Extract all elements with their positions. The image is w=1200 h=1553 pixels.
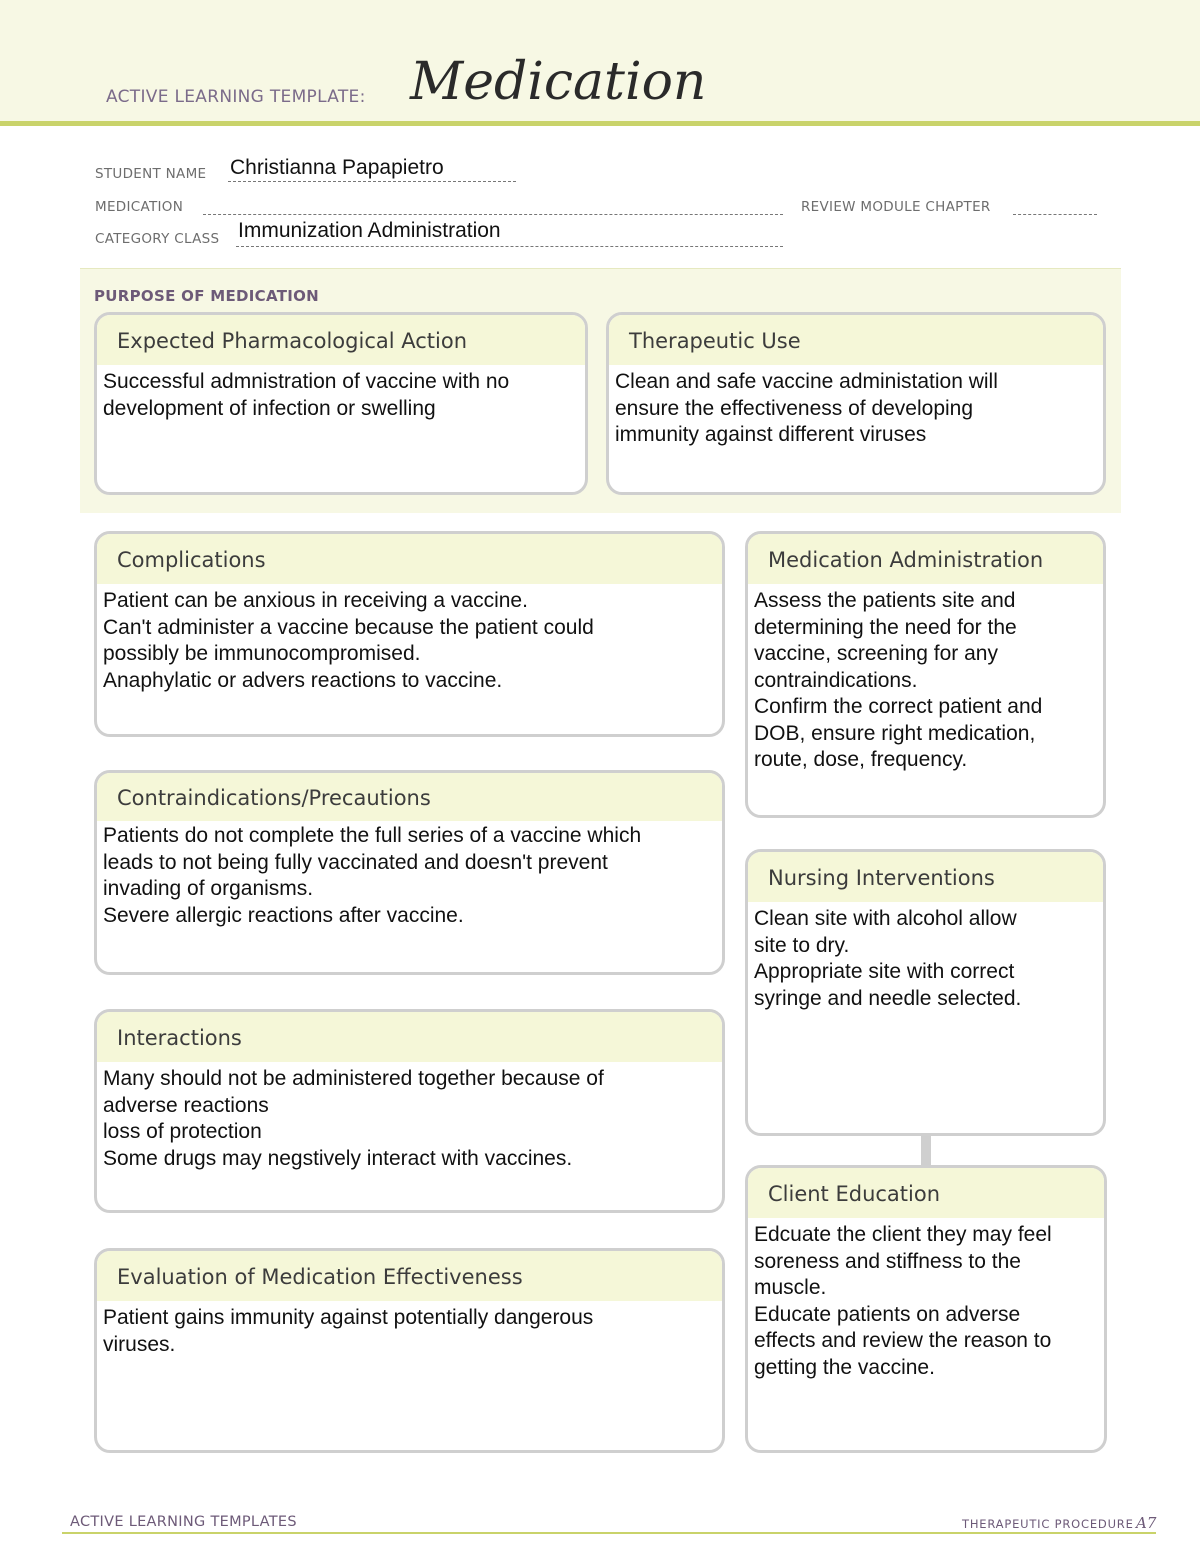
- nursing-interventions-text[interactable]: Clean site with alcohol allow site to dry. Appropriate site with correct syringe and needle selected.: [754, 907, 1022, 1010]
- therapeutic-use-text[interactable]: Clean and safe vaccine administation will ensure the effectiveness of developing immunity against different viruses: [615, 370, 998, 446]
- student-name-line: [228, 181, 516, 182]
- category-class-label: CATEGORY CLASS: [95, 231, 220, 247]
- category-class-line: [236, 246, 783, 247]
- page-title: Medication: [410, 52, 707, 112]
- student-name-label: STUDENT NAME: [95, 166, 207, 182]
- evaluation-title: Evaluation of Medication Effectiveness: [97, 1251, 722, 1301]
- template-label: ACTIVE LEARNING TEMPLATE:: [106, 87, 366, 107]
- complications-title: Complications: [97, 534, 722, 584]
- complications-box: [94, 531, 725, 737]
- therapeutic-use-title: Therapeutic Use: [609, 315, 1103, 365]
- expected-action-text[interactable]: Successful admnistration of vaccine with no development of infection or swelling: [103, 370, 510, 420]
- evaluation-text[interactable]: Patient gains immunity against potentially dangerous viruses.: [103, 1306, 594, 1356]
- student-name-field[interactable]: Christianna Papapietro: [230, 156, 444, 179]
- expected-action-title: Expected Pharmacological Action: [97, 315, 585, 365]
- client-education-title: Client Education: [748, 1168, 1104, 1218]
- evaluation-box: [94, 1248, 725, 1453]
- medication-administration-text[interactable]: Assess the patients site and determining the need for the vaccine, screening for any contraindications. Confirm the correct patient and DOB, ensure right medication, route, dose, frequency.: [754, 589, 1043, 771]
- purpose-label: PURPOSE OF MEDICATION: [94, 287, 320, 305]
- medication-administration-box: [745, 531, 1106, 818]
- contraindications-box: [94, 770, 725, 975]
- footer-right-label: THERAPEUTIC PROCEDURE: [962, 1517, 1134, 1531]
- category-class-field[interactable]: Immunization Administration: [238, 219, 501, 242]
- contraindications-title: Contraindications/Precautions: [97, 773, 722, 821]
- expected-action-box: [94, 312, 588, 495]
- medication-administration-title: Medication Administration: [748, 534, 1103, 584]
- client-education-box: [745, 1165, 1107, 1453]
- medication-label: MEDICATION: [95, 199, 184, 215]
- page-number: A7: [1136, 1514, 1157, 1532]
- therapeutic-use-box: [606, 312, 1106, 495]
- nursing-interventions-box: [745, 849, 1106, 1136]
- box-connector: [921, 1136, 931, 1166]
- interactions-text[interactable]: Many should not be administered together because of adverse reactions loss of protection Some drugs may negstively interact with vaccines.: [103, 1067, 604, 1170]
- review-module-label: REVIEW MODULE CHAPTER: [801, 199, 991, 215]
- footer-left-label: ACTIVE LEARNING TEMPLATES: [70, 1514, 297, 1530]
- medication-line: [203, 214, 783, 215]
- contraindications-text[interactable]: Patients do not complete the full series of a vaccine which leads to not being fully vaccinated and doesn't prevent invading of organisms. Severe allergic reactions after vaccine.: [103, 824, 642, 927]
- footer-divider: [62, 1532, 1156, 1534]
- header-divider: [0, 121, 1200, 126]
- interactions-title: Interactions: [97, 1012, 722, 1062]
- client-education-text[interactable]: Edcuate the client they may feel soreness and stiffness to the muscle. Educate patients on adverse effects and review the reason to getting the vaccine.: [754, 1223, 1052, 1379]
- interactions-box: [94, 1009, 725, 1213]
- nursing-interventions-title: Nursing Interventions: [748, 852, 1103, 902]
- review-module-line: [1013, 214, 1097, 215]
- complications-text[interactable]: Patient can be anxious in receiving a vaccine. Can't administer a vaccine because the patient could possibly be immunocompromised. Anaphylatic or advers reactions to vaccine.: [103, 589, 594, 692]
